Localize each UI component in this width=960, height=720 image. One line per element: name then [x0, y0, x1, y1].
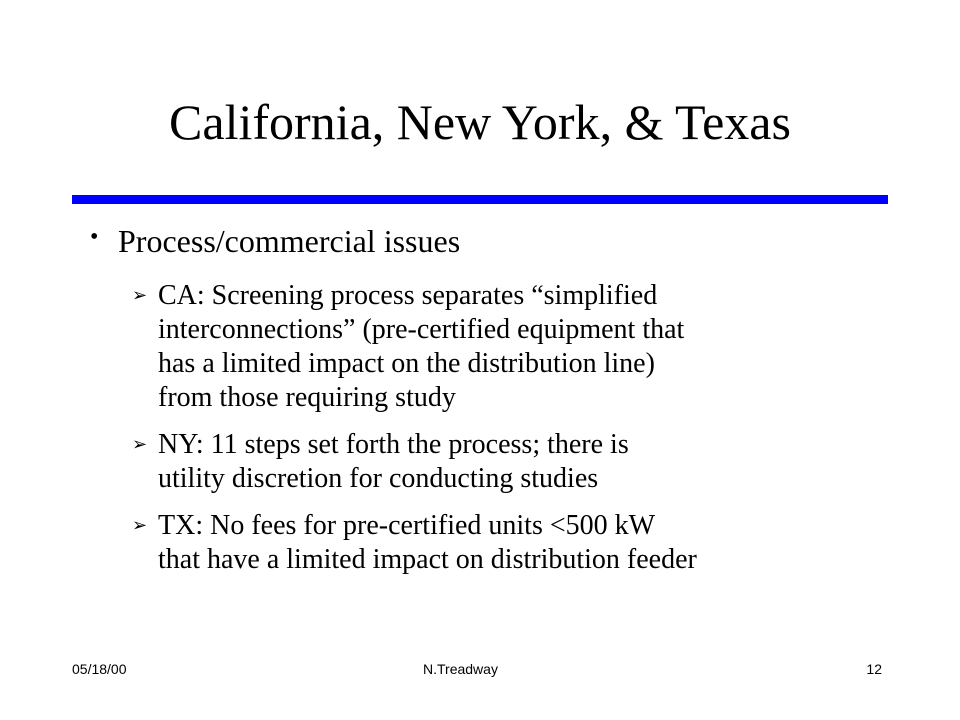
sub-bullet-line: NY: 11 steps set forth the process; there is: [158, 429, 629, 460]
footer-date: 05/18/00: [72, 661, 127, 677]
sub-bullet-tx: [132, 509, 892, 577]
arrow-bullet-icon: ➢: [132, 285, 148, 306]
sub-bullet-line: from those requiring study: [158, 382, 456, 413]
footer-author: N.Treadway: [423, 661, 498, 677]
arrow-bullet-icon: ➢: [132, 515, 148, 536]
sub-bullet-ny: [132, 428, 892, 496]
title-underline: [72, 195, 888, 204]
sub-bullet-line: CA: Screening process separates “simplified: [158, 280, 658, 311]
sub-bullet-line: TX: No fees for pre-certified units <500 kW: [158, 510, 656, 541]
arrow-bullet-icon: ➢: [132, 434, 148, 455]
sub-bullet-line: has a limited impact on the distribution line): [158, 348, 655, 379]
sub-bullet-list: [132, 279, 892, 590]
footer-page-number: 12: [866, 661, 882, 677]
bullet-icon: •: [90, 224, 99, 250]
slide-title: California, New York, & Texas: [169, 94, 791, 150]
sub-bullet-line: that have a limited impact on distribution feeder: [158, 544, 697, 575]
sub-bullet-line: interconnections” (pre-certified equipment that: [158, 314, 685, 345]
main-bullet: Process/commercial issues: [118, 223, 461, 259]
sub-bullet-ca: [132, 279, 892, 415]
sub-bullet-line: utility discretion for conducting studies: [158, 463, 599, 494]
